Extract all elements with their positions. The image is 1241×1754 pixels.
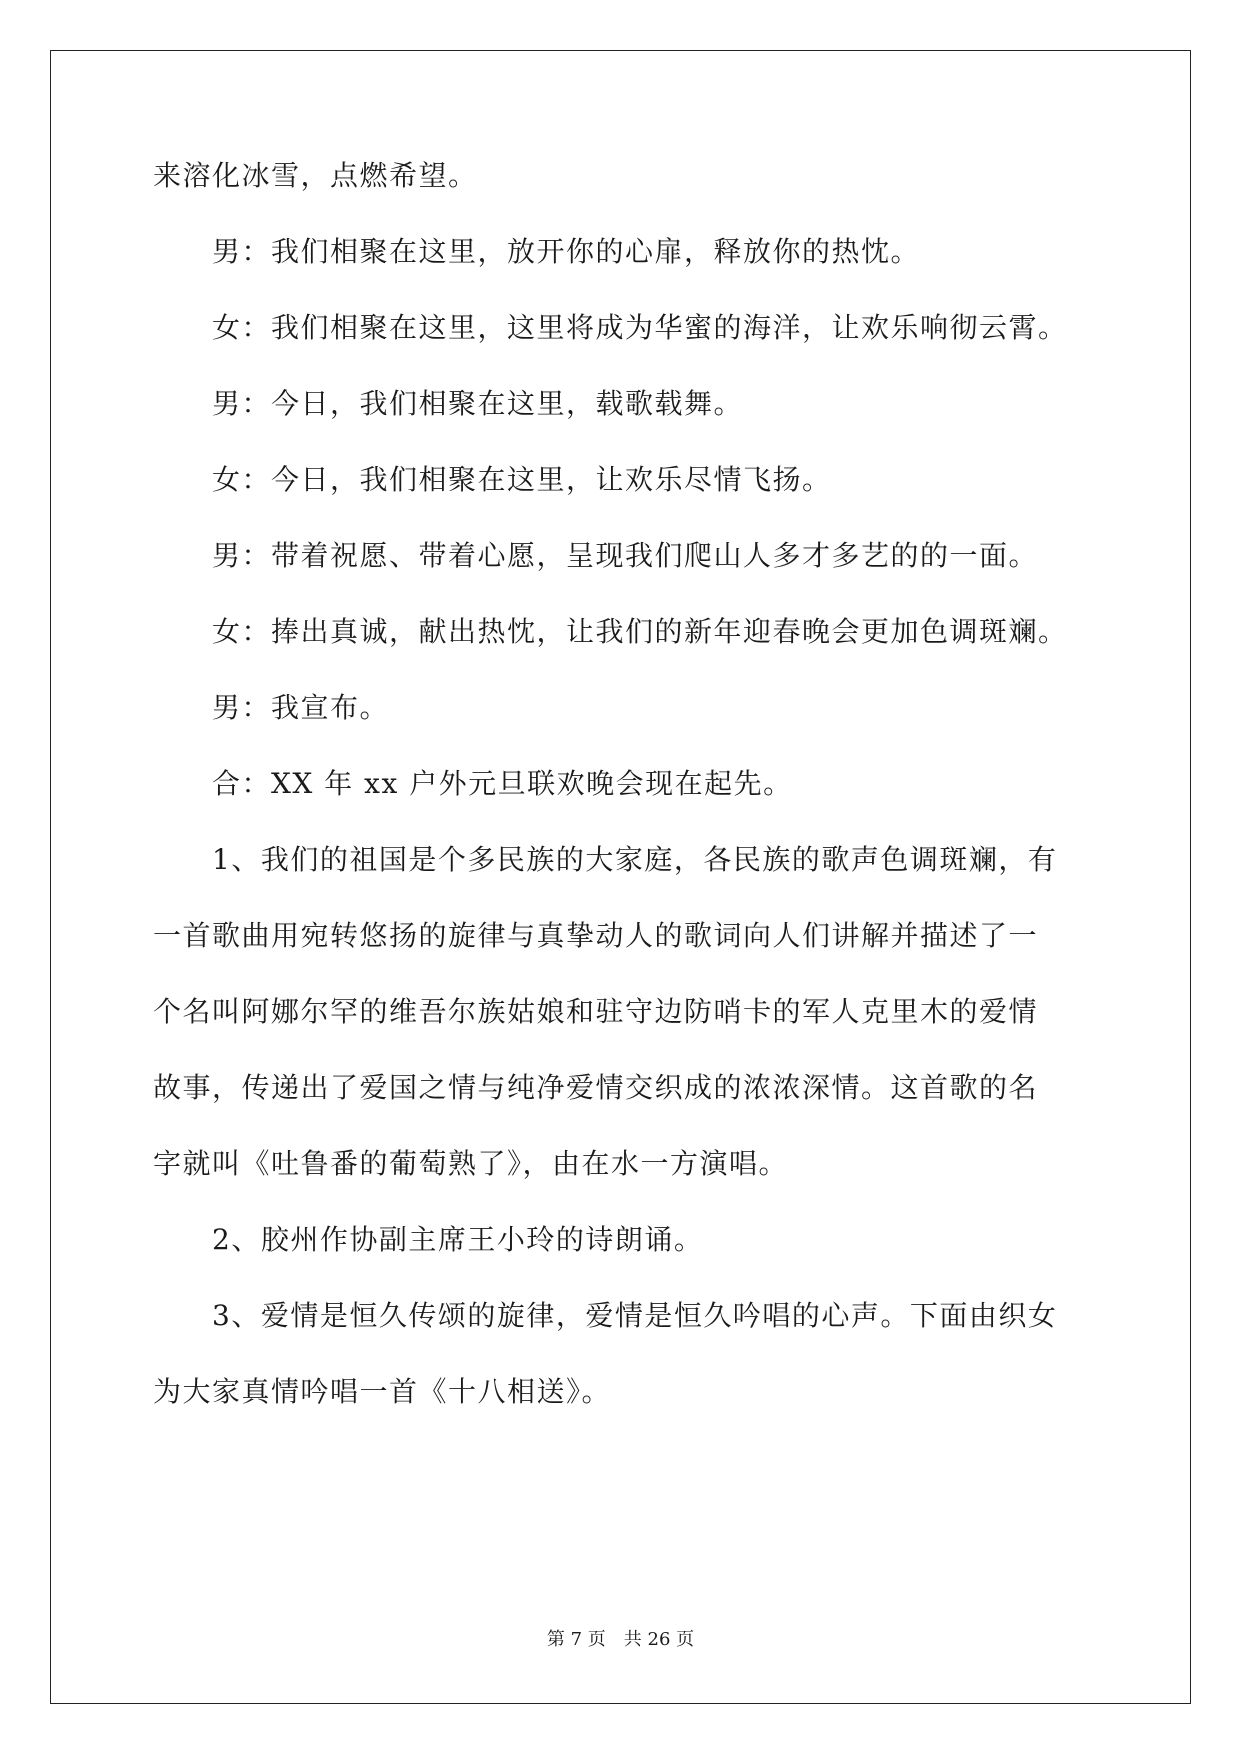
text-line: 男：带着祝愿、带着心愿，呈现我们爬山人多才多艺的的一面。	[153, 539, 1039, 572]
text-line: 1、我们的祖国是个多民族的大家庭，各民族的歌声色调斑斓，有	[153, 843, 1058, 876]
text-line: 故事，传递出了爱国之情与纯净爱情交织成的浓浓深情。这首歌的名	[153, 1071, 1039, 1104]
text-line: 个名叫阿娜尔罕的维吾尔族姑娘和驻守边防哨卡的军人克里木的爱情	[153, 995, 1039, 1028]
text-line: 女：今日，我们相聚在这里，让欢乐尽情飞扬。	[153, 463, 832, 496]
text-line: 男：今日，我们相聚在这里，载歌载舞。	[153, 387, 744, 420]
text-line: 女：捧出真诚，献出热忱，让我们的新年迎春晚会更加色调斑斓。	[153, 615, 1068, 648]
text-line: 2、胶州作协副主席王小玲的诗朗诵。	[153, 1223, 704, 1256]
text-line: 男：我宣布。	[153, 691, 390, 724]
text-line: 3、爱情是恒久传颂的旋律，爱情是恒久吟唱的心声。下面由织女	[153, 1299, 1058, 1332]
text-line: 为大家真情吟唱一首《十八相送》。	[153, 1375, 612, 1408]
text-line: 来溶化冰雪，点燃希望。	[153, 159, 478, 192]
text-line: 字就叫《吐鲁番的葡萄熟了》，由在水一方演唱。	[153, 1147, 789, 1180]
document-body	[153, 159, 1113, 1408]
text-line: 合：XX 年 xx 户外元旦联欢晚会现在起先。	[153, 767, 793, 800]
text-line: 男：我们相聚在这里，放开你的心扉，释放你的热忱。	[153, 235, 921, 268]
page-number-footer: 第 7 页 共 26 页	[546, 1629, 695, 1650]
text-line: 一首歌曲用宛转悠扬的旋律与真挚动人的歌词向人们讲解并描述了一	[153, 919, 1039, 952]
text-line: 女：我们相聚在这里，这里将成为华蜜的海洋，让欢乐响彻云霄。	[153, 311, 1068, 344]
